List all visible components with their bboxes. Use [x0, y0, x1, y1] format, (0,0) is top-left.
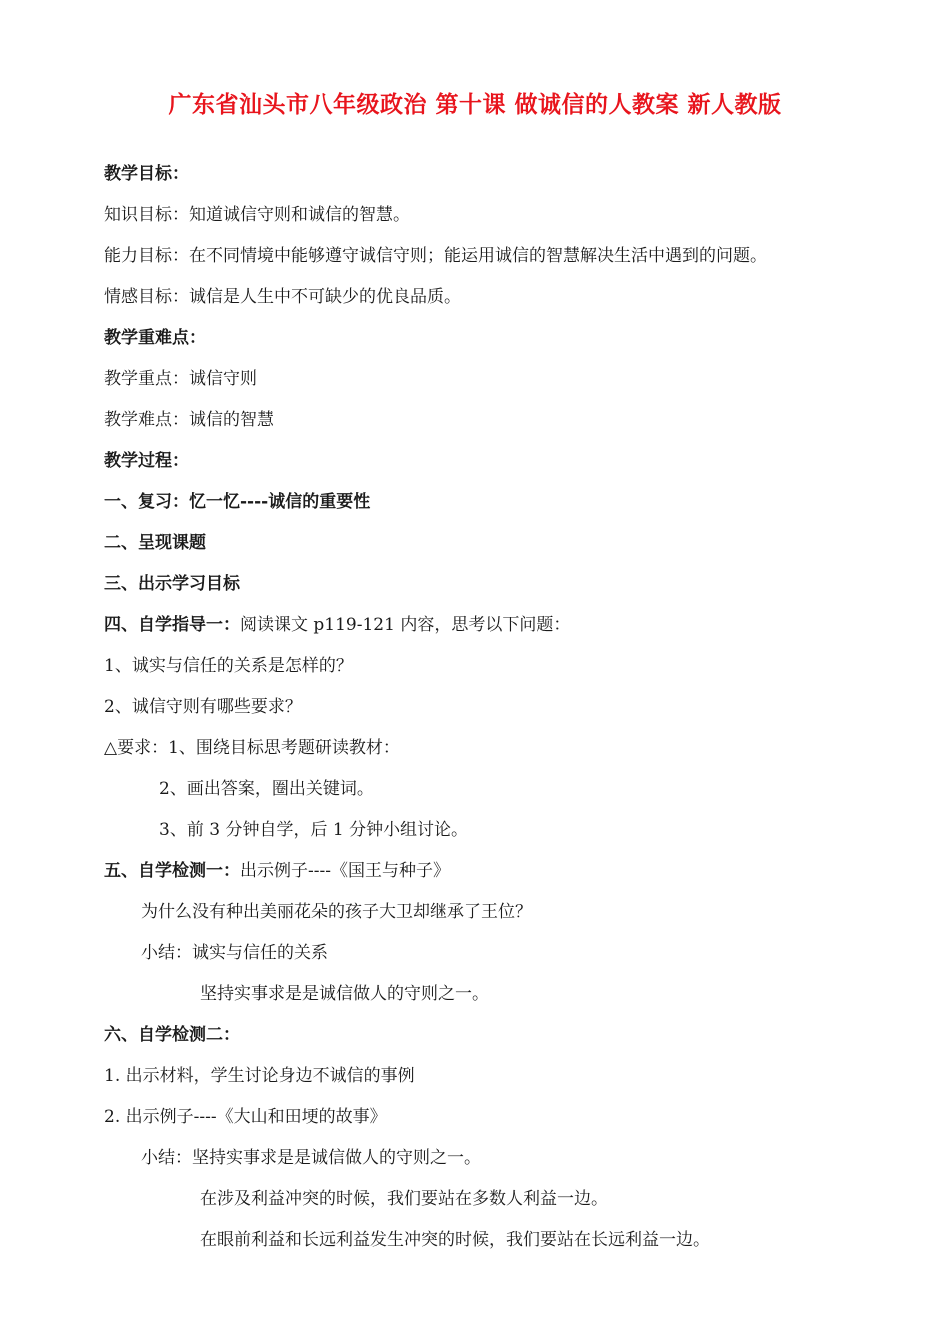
self-check-2-summary-detail-1: 在涉及利益冲突的时候，我们要站在多数人利益一边。: [200, 1189, 608, 1209]
question-1: 1、诚实与信任的关系是怎样的？: [104, 656, 353, 676]
self-check-2-summary-detail-2: 在眼前利益和长远利益发生冲突的时候，我们要站在长远利益一边。: [200, 1230, 710, 1250]
step-show-objectives: 三、出示学习目标: [104, 574, 240, 594]
paragraph-difficult-point: 教学难点：诚信的智慧: [104, 410, 274, 430]
self-check-2-item-1: 1. 出示材料，学生讨论身边不诚信的事例: [104, 1066, 415, 1086]
section-heading-process: 教学过程：: [104, 451, 189, 471]
paragraph-key-point: 教学重点：诚信守则: [104, 369, 257, 389]
step-self-check-1: [104, 860, 450, 882]
step-present-topic: 二、呈现课题: [104, 533, 206, 553]
step-self-study-guide-text: 阅读课文 p119-121 内容，思考以下问题：: [240, 615, 571, 635]
requirement-1: △要求：1、围绕目标思考题研读教材：: [104, 738, 400, 758]
document-title: 广东省汕头市八年级政治 第十课 做诚信的人教案 新人教版: [168, 92, 782, 118]
self-check-2-summary: 小结：坚持实事求是是诚信做人的守则之一。: [141, 1148, 481, 1168]
self-check-1-question: 为什么没有种出美丽花朵的孩子大卫却继承了王位？: [141, 902, 532, 922]
step-self-check-2: 六、自学检测二：: [104, 1025, 240, 1045]
paragraph-emotion-goal: 情感目标：诚信是人生中不可缺少的优良品质。: [104, 287, 461, 307]
step-self-check-1-text: 出示例子----《国王与种子》: [240, 861, 450, 881]
paragraph-knowledge-goal: 知识目标：知道诚信守则和诚信的智慧。: [104, 205, 410, 225]
requirement-3: 3、前 3 分钟自学，后 1 分钟小组讨论。: [159, 820, 469, 840]
section-heading-key-points: 教学重难点：: [104, 328, 206, 348]
self-check-2-item-2: 2. 出示例子----《大山和田埂的故事》: [104, 1107, 387, 1127]
self-check-1-summary-detail: 坚持实事求是是诚信做人的守则之一。: [200, 984, 489, 1004]
step-self-check-1-lead: 五、自学检测一：: [104, 861, 240, 881]
question-2: 2、诚信守则有哪些要求？: [104, 697, 302, 717]
step-self-study-guide-lead: 四、自学指导一：: [104, 615, 240, 635]
step-review: 一、复习：忆一忆----诚信的重要性: [104, 492, 371, 512]
requirement-2: 2、画出答案，圈出关键词。: [159, 779, 374, 799]
section-heading-objectives: 教学目标：: [104, 164, 189, 184]
step-self-study-guide: [104, 614, 570, 636]
self-check-1-summary: 小结：诚实与信任的关系: [141, 943, 328, 963]
paragraph-ability-goal: 能力目标：在不同情境中能够遵守诚信守则；能运用诚信的智慧解决生活中遇到的问题。: [104, 246, 767, 266]
